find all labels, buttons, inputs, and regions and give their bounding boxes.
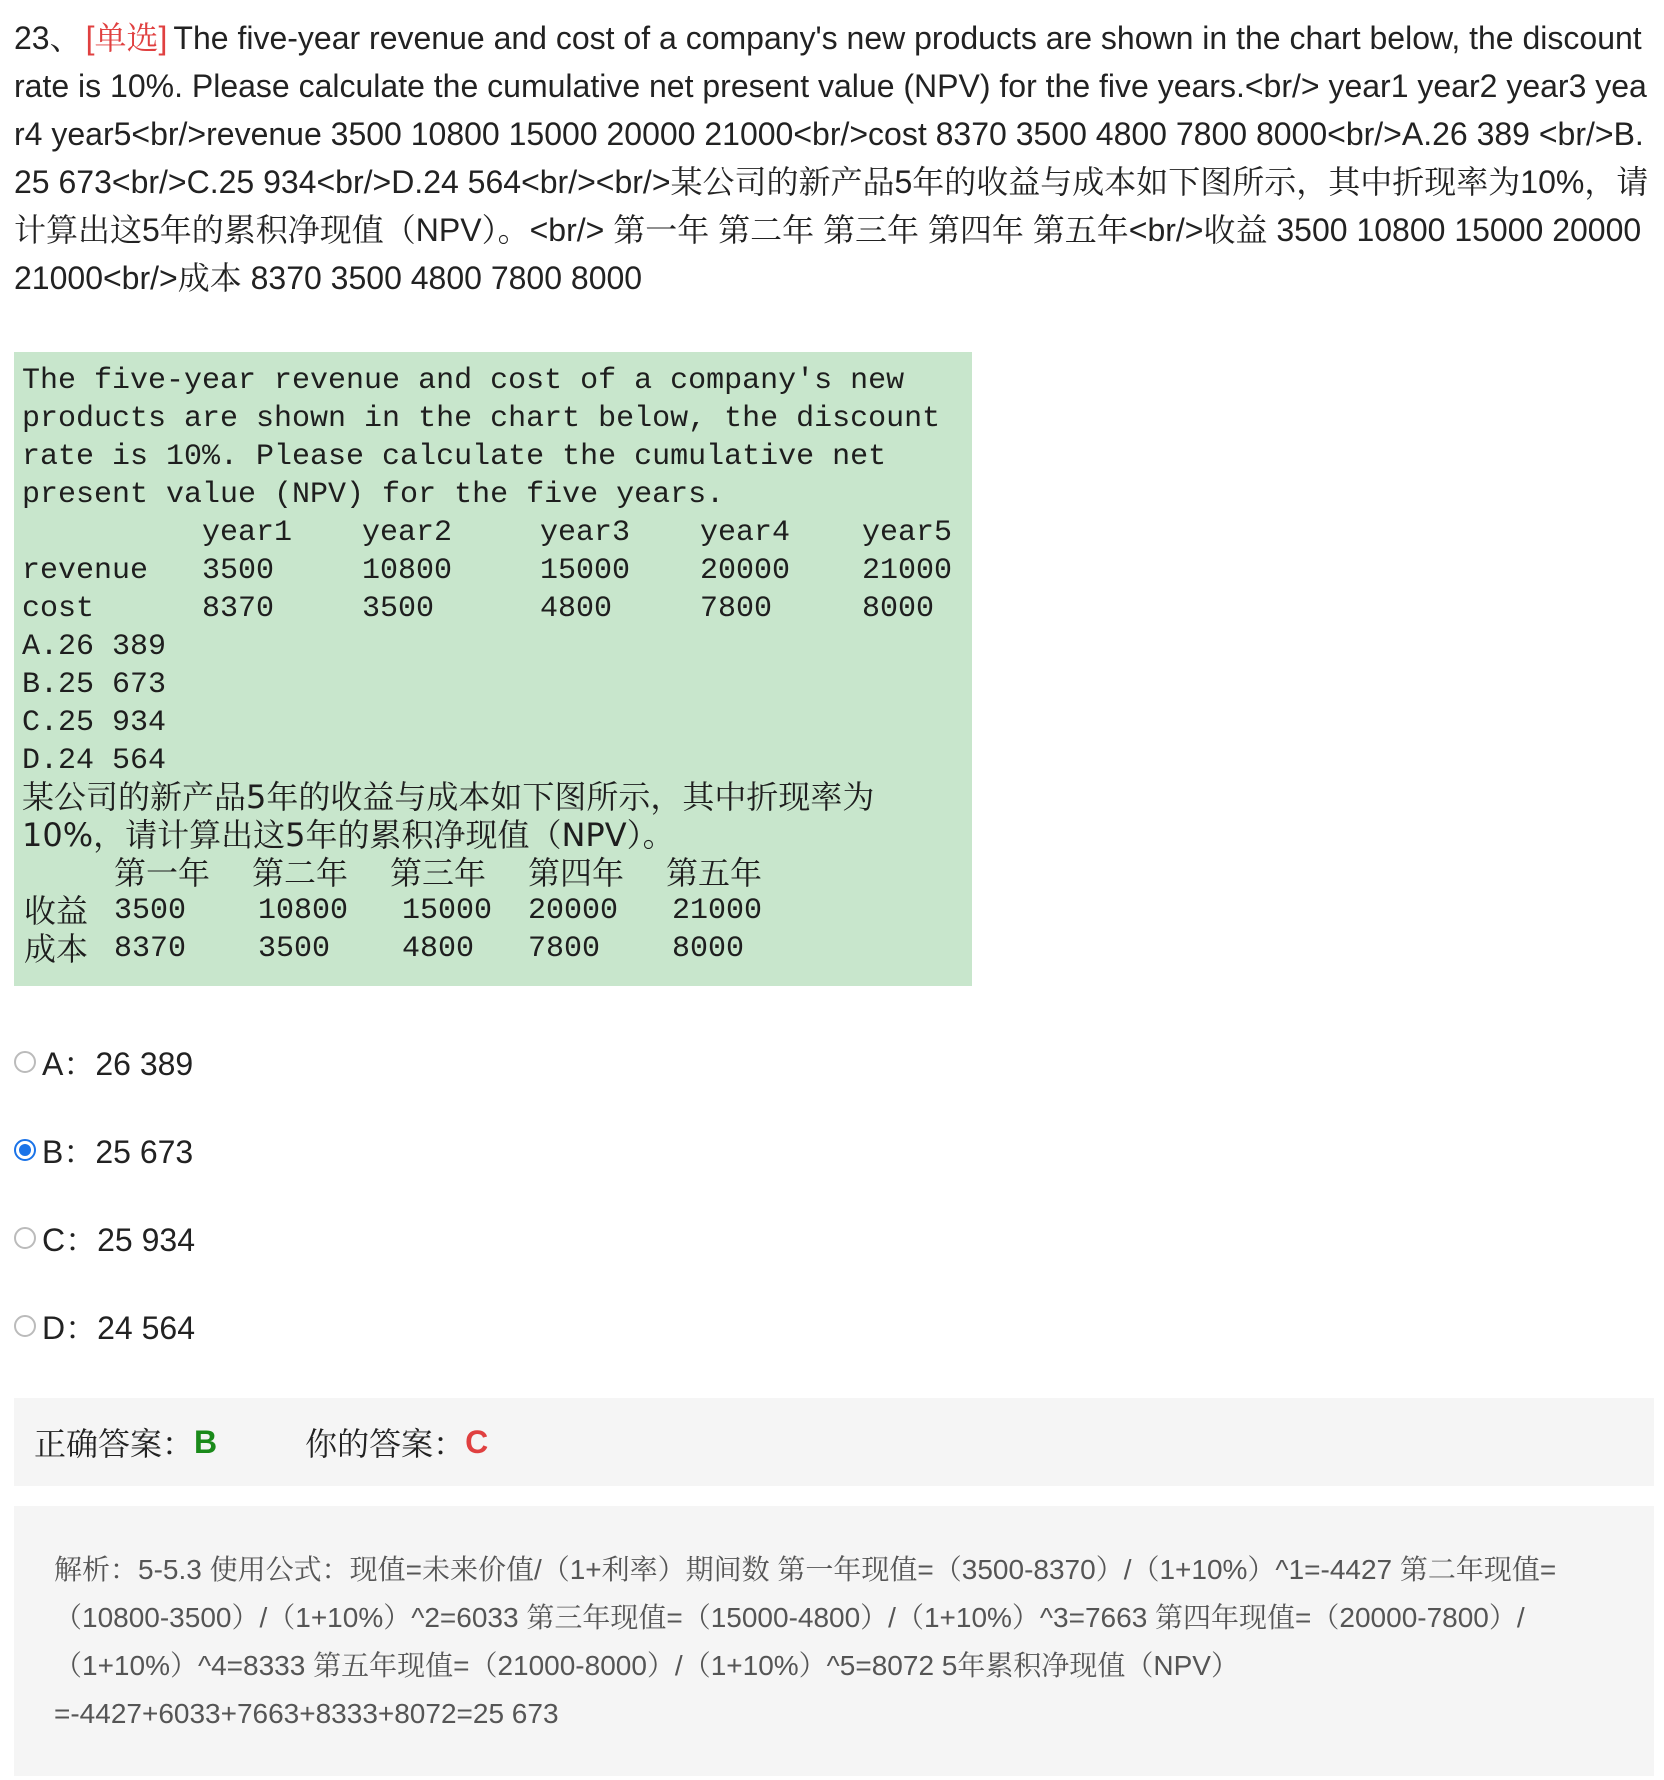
image-revenue-value: 15000 [540,554,631,588]
image-cn-revenue-row [22,892,962,930]
image-cn-year: 第二年 [252,854,349,892]
image-revenue-row [22,552,962,590]
image-cn-year-row [22,854,962,892]
image-cn-revenue-label: 收益 [24,892,89,930]
option-label: B：25 673 [42,1134,194,1170]
image-year-row [22,514,962,552]
correct-answer-label: 正确答案： [34,1426,195,1462]
correct-answer-value: B [194,1423,218,1460]
image-cn-cost-value: 4800 [402,932,475,966]
image-revenue-value: 21000 [862,554,953,588]
image-cn-cost-value: 7800 [528,932,601,966]
image-cn-revenue-value: 20000 [528,894,619,928]
image-revenue-value: 10800 [362,554,453,588]
image-revenue-value: 20000 [700,554,791,588]
option-b[interactable] [14,1128,193,1172]
question-stem [14,14,1654,302]
option-a[interactable] [14,1040,193,1084]
question-image [14,352,972,986]
analysis-panel [14,1506,1654,1776]
option-d[interactable] [14,1304,195,1348]
radio-unchecked-icon[interactable] [14,1315,36,1337]
answer-bar [14,1398,1654,1486]
question-type-label: [单选] [85,20,168,56]
image-option-d: D.24 564 [22,744,167,778]
your-answer-label: 你的答案： [305,1426,466,1462]
image-option-a: A.26 389 [22,630,167,664]
option-label: C：25 934 [42,1222,195,1258]
image-cn-year: 第三年 [390,854,487,892]
image-year: year2 [362,516,453,550]
image-option-b: B.25 673 [22,668,167,702]
image-year: year3 [540,516,631,550]
image-cn-year: 第一年 [114,854,211,892]
image-cost-value: 8000 [862,592,935,626]
option-label: A：26 389 [42,1046,194,1082]
image-cn-cost-value: 8370 [114,932,187,966]
image-cn-cost-value: 8000 [672,932,745,966]
option-c[interactable] [14,1216,195,1260]
radio-unchecked-icon[interactable] [14,1227,36,1249]
question-number: 23、 [14,20,82,56]
image-cn-year: 第五年 [666,854,763,892]
image-cn-revenue-value: 21000 [672,894,763,928]
image-year: year5 [862,516,953,550]
image-year: year4 [700,516,791,550]
image-cn-revenue-value: 3500 [114,894,187,928]
image-year: year1 [202,516,293,550]
radio-unchecked-icon[interactable] [14,1051,36,1073]
image-cn-revenue-value: 15000 [402,894,493,928]
image-cn-year: 第四年 [528,854,625,892]
image-cost-label: cost [22,592,95,626]
image-cost-value: 4800 [540,592,613,626]
image-cn-cost-row [22,930,962,968]
image-cn-cost-value: 3500 [258,932,331,966]
analysis-text: 解析：5-5.3 使用公式：现值=未来价值/（1+利率）期间数 第一年现值=（3500-8370）/（1+10%）^1=-4427 第二年现值=（10800-3500）/（1+10%）^2=6033 第三年现值=（15000-4800）/（1+10%）^3=7663 第四年现值=（20000-7800）/（1+10%）^4=8333 第五年现值=（21000-8000）/（1+10%）^5=8072 5年累积净现值（NPV）=-4427+6033+7663+8333+8072=25 673 [54,1554,1557,1729]
your-answer-value: C [465,1423,489,1460]
image-cost-value: 3500 [362,592,435,626]
option-label: D：24 564 [42,1310,195,1346]
image-revenue-label: revenue [22,554,149,588]
image-cost-row [22,590,962,628]
image-cost-value: 7800 [700,592,773,626]
image-revenue-value: 3500 [202,554,275,588]
image-cn-paragraph: 某公司的新产品5年的收益与成本如下图所示，其中折现率为10%，请计算出这5年的累积净现值（NPV）。 [22,778,875,854]
image-cn-cost-label: 成本 [24,930,89,968]
image-paragraph: The five-year revenue and cost of a company's new products are shown in the chart below, the discount rate is 10%. Please calculate the cumulative net present value (NPV) for the five years. [22,364,941,512]
question-text: The five-year revenue and cost of a company's new products are shown in the chart below, the discount rate is 10%. Please calculate the cumulative net present value (NPV) for the five years.<br/> year1 year2 year3 year4 year5<br/>revenue 3500 10800 15000 20000 21000<br/>cost 8370 3500 4800 7800 8000<br/>A.26 389 <br/>B.25 673<br/>C.25 934<br/>D.24 564<br/><br/>某公司的新产品5年的收益与成本如下图所示，其中折现率为10%，请计算出这5年的累积净现值（NPV）。<br/> 第一年 第二年 第三年 第四年 第五年<br/>收益 3500 10800 15000 20000 21000<br/>成本 8370 3500 4800 7800 8000 [14,20,1649,296]
image-option-c: C.25 934 [22,706,167,740]
image-cn-revenue-value: 10800 [258,894,349,928]
image-cost-value: 8370 [202,592,275,626]
radio-checked-icon[interactable] [14,1139,36,1161]
